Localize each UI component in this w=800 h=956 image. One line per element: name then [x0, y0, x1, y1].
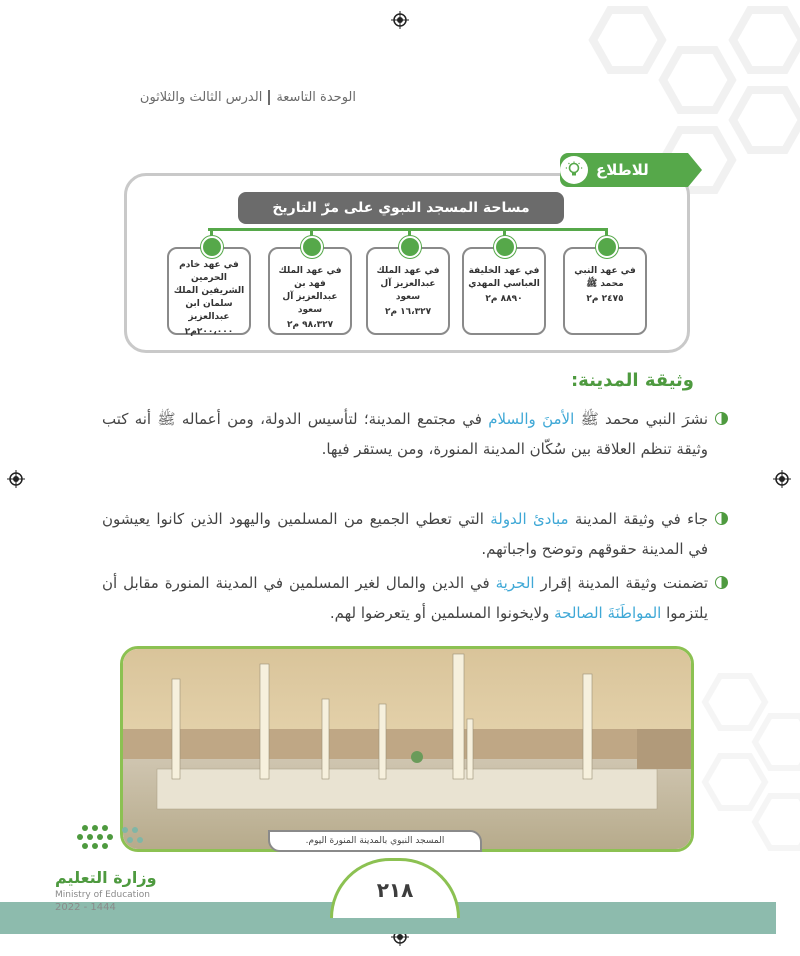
ministry-logo [55, 820, 185, 913]
timeline-dot [596, 236, 618, 258]
era-card [462, 247, 546, 335]
highlight-term: مبادئ الدولة [490, 510, 569, 528]
page-number: ٢١٨ [330, 858, 460, 918]
tag-arrow [688, 153, 702, 187]
highlight-term: المواطَنَةَ الصالحة [554, 604, 662, 622]
era-card [563, 247, 647, 335]
era-area: ٨٨٩٠ م٢ [485, 294, 523, 305]
info-tag-label: للاطلاع [596, 161, 649, 179]
paragraph-text: نشرَ النبي محمد ﷺ [574, 410, 709, 428]
bullet-icon [715, 576, 728, 589]
ministry-logo-icon [65, 820, 185, 866]
era-label: في عهد الملك عبدالعزيز آل سعود [376, 266, 440, 303]
bullet-icon [715, 412, 728, 425]
edition-year: 2022 - 1444 [55, 902, 116, 913]
era-label: في عهد الخليفة العباسي المهدي [468, 266, 540, 290]
timeline-dot [201, 236, 223, 258]
unit-title: الوحدة التاسعة [276, 89, 356, 105]
timeline-dot [494, 236, 516, 258]
lesson-title: الدرس الثالث والثلاثون [139, 89, 263, 105]
era-area: ٢٠٠،٠٠٠م٢ [184, 327, 234, 338]
mosque-photo [120, 646, 694, 852]
era-card [366, 247, 450, 335]
era-area: ٢٤٧٥ م٢ [586, 294, 624, 305]
paragraph-text: في مجتمع المدينة؛ لتأسيس الدولة، ومن أعماله ﷺ أنه كتب وثيقة تنظم العلاقة بين سُكّان المدينة المنورة، ومن يستقر فيها. [102, 410, 708, 458]
paragraph-text: تضمنت وثيقة المدينة إقرار [534, 574, 709, 592]
header-divider [268, 90, 270, 105]
paragraph-text: التي تعطي الجميع من المسلمين واليهود الذين كانوا يعيشون في المدينة حقوقهم وتوضح واجباتهم. [102, 510, 708, 558]
era-card [167, 247, 251, 338]
era-label: في عهد خادم الحرمين الشريفين الملك سلمان ابن عبدالعزيز [173, 260, 245, 323]
lightbulb-icon [560, 156, 588, 184]
era-card [268, 247, 352, 335]
registration-mark-left [7, 470, 25, 488]
area-history-ribbon: مساحة المسجد النبوي على مرّ التاريخ [238, 192, 564, 224]
highlight-term: الحرية [495, 574, 535, 592]
info-tag [560, 153, 688, 187]
ministry-name-ar: وزارة التعليم [55, 868, 157, 887]
paragraph-text: في الدين والمال لغير المسلمين في المدينة المنورة مقابل أن يلتزموا [102, 574, 708, 622]
timeline-dot [301, 236, 323, 258]
era-area: ٩٨،٣٢٧ م٢ [286, 320, 334, 331]
era-label: في عهد الملك فهد بن عبدالعزيز آل سعود [278, 266, 342, 316]
highlight-term: الأمنَ والسلام [488, 410, 575, 428]
section-title: وثيقة المدينة: [570, 370, 694, 391]
registration-mark-right [773, 470, 791, 488]
timeline-dot [399, 236, 421, 258]
paragraph-peace [102, 404, 708, 464]
paragraph-text: ولايخونوا المسلمين أو يتعرضوا لهم. [329, 604, 555, 622]
paragraph-freedom [102, 568, 708, 628]
ministry-name-en: Ministry of Education [55, 890, 150, 900]
paragraph-principles [102, 504, 708, 564]
era-area: ١٦،٣٢٧ م٢ [384, 307, 432, 318]
page-header [110, 86, 356, 108]
bullet-icon [715, 512, 728, 525]
era-label: في عهد النبي محمد ﷺ [574, 266, 636, 290]
paragraph-text: جاء في وثيقة المدينة [568, 510, 708, 528]
registration-mark-top [391, 11, 409, 29]
photo-caption: المسجد النبوي بالمدينة المنورة اليوم. [268, 830, 482, 852]
